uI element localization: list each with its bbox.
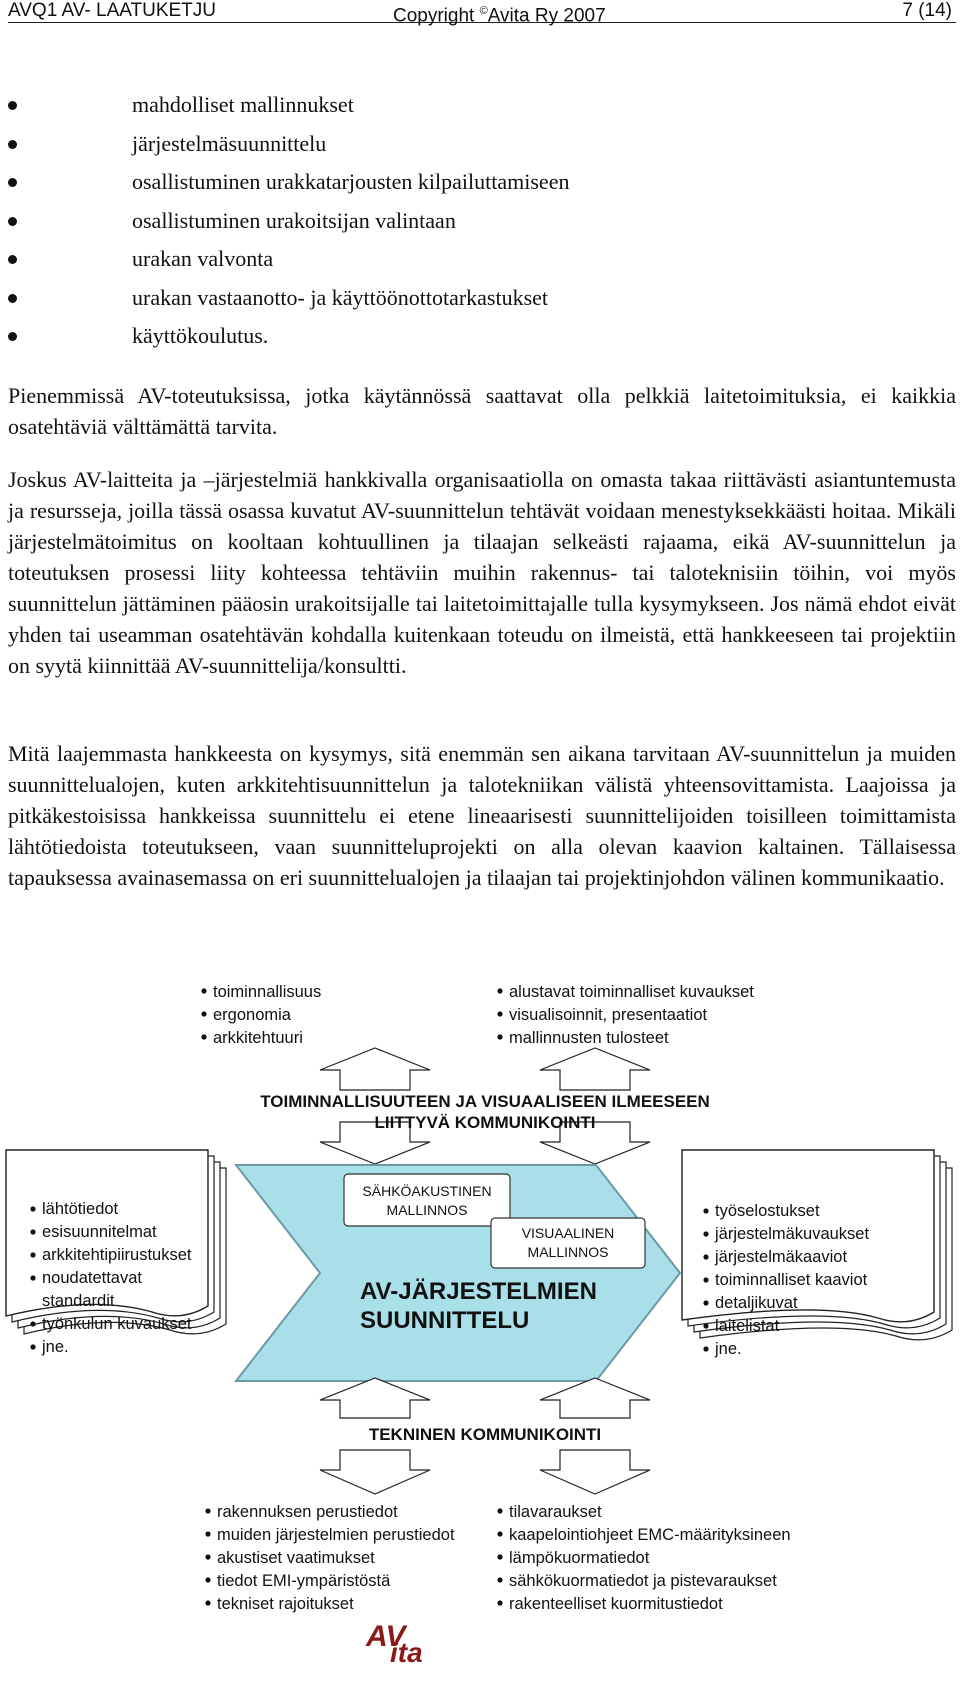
- list-item: järjestelmäkuvaukset: [715, 1225, 870, 1243]
- bullet-icon: [8, 332, 17, 341]
- copyright-notice: [393, 0, 606, 27]
- bullet-icon: [8, 140, 17, 149]
- bullet-icon: [8, 294, 17, 303]
- main-title-line1: AV-JÄRJESTELMIEN: [360, 1278, 597, 1305]
- paragraph-coordination: Mitä laajemmasta hankkeesta on kysymys, sitä enemmän sen aikana tarvitaan AV-suunnittelun ja muiden suunnittelualojen, kuten arkkitehtisuunnittelun ja talotekniikan välistä yhteensovittamista. Laajoissa ja pitkäkestoisissa hankkeissa suunnittelu ei etene lineaarisesti suunnittelijoiden toisilleen toimittamista lähtötiedoista toteutukseen, vaan suunnitteluprojekti on alla olevan kaavion kaltainen. Tällaisessa tapauksessa avainasemassa on eri suunnittelualojen ja tilaajan tai projektinjohdon välinen kommunikaatio.: [8, 741, 956, 890]
- copyright-holder: Avita Ry 2007: [487, 5, 606, 27]
- list-item: esisuunnitelmat: [42, 1223, 157, 1241]
- list-item: rakennuksen perustiedot: [217, 1503, 398, 1521]
- box-label-line2: MALLINNOS: [386, 1202, 468, 1218]
- paragraph-in-house-expertise: Joskus AV-laitteita ja –järjestelmiä hankkivalla organisaatiolla on omasta takaa riittävästi asiantuntemusta ja resursseja, joilla tässä osassa kuvatut AV-suunnittelun tehtävät voidaan menestyksekkäästi hoitaa. Mikäli järjestelmätoimitus on kooltaan kohtuullinen ja tilaajan selkeästi rajaama, eikä AV-suunnittelun ja toteutuksen prosessi liity kohteessa tehtäviin muihin rakennus- tai taloteknisiin töihin, voi myös suunnittelun jättäminen pääosin urakoitsijalle tai laitetoimittajalle tulla kysymykseen. Jos nämä ehdot eivät yhden tai useamman osatehtävän kohdalla kuitenkaan toteudu on ilmeistä, että hankkeeseen tai projektiin on syytä kiinnittää AV-suunnittelija/konsultti.: [8, 467, 956, 678]
- box-label-line1: SÄHKÖAKUSTINEN: [362, 1183, 492, 1199]
- list-item: jne.: [715, 1340, 742, 1358]
- bullet-icon: [497, 988, 502, 993]
- bullet-icon: [8, 217, 17, 226]
- main-title-line2: SUUNNITTELU: [360, 1307, 530, 1334]
- list-item-text: urakan vastaanotto- ja käyttöönottotarkastukset: [132, 284, 549, 310]
- list-item: [8, 86, 569, 125]
- page-number: 7 (14): [902, 0, 952, 21]
- bullet-icon: [8, 255, 17, 264]
- list-item-text: käyttökoulutus.: [132, 323, 269, 348]
- list-item: [8, 125, 569, 164]
- list-item: toiminnallisuus: [213, 983, 322, 1001]
- paragraph-small-deliveries: Pienemmissä AV-toteutuksissa, jotka käytännössä saattavat olla pelkkiä laitetoimituksia, ei kaikkia osatehtäviä välttämättä tarvita.: [8, 383, 956, 439]
- logo-av: AV: [366, 1620, 406, 1653]
- list-item: tiedot EMI-ympäristöstä: [217, 1572, 391, 1590]
- list-item: työnkulun kuvaukset: [42, 1315, 192, 1333]
- list-item: [8, 240, 569, 279]
- list-item: lämpökuormatiedot: [509, 1549, 650, 1567]
- list-item: arkkitehtipiirustukset: [42, 1246, 192, 1264]
- bullet-icon: [8, 101, 17, 110]
- list-item: laitelistat: [715, 1317, 780, 1335]
- list-item: detaljikuvat: [715, 1294, 798, 1312]
- list-item: alustavat toiminnalliset kuvaukset: [509, 983, 754, 1001]
- list-item: toiminnalliset kaaviot: [715, 1271, 868, 1289]
- copyright-prefix: Copyright: [393, 5, 480, 27]
- list-item: [8, 163, 569, 202]
- visual-model-box: [491, 1218, 645, 1268]
- list-item-text: urakan valvonta: [132, 246, 274, 271]
- list-item: tilavaraukset: [509, 1503, 602, 1521]
- electroacoustic-model-box: [344, 1174, 510, 1226]
- list-item-text: mahdolliset mallinnukset: [132, 92, 354, 117]
- list-item: kaapelointiohjeet EMC-määrityksineen: [509, 1526, 791, 1544]
- list-item-text: järjestelmäsuunnittelu: [132, 130, 327, 156]
- list-item: tekniset rajoitukset: [217, 1595, 354, 1613]
- list-item: rakenteelliset kuormitustiedot: [509, 1595, 723, 1613]
- copyright-symbol: ©: [479, 5, 488, 17]
- list-item: järjestelmäkaaviot: [715, 1248, 848, 1266]
- right-document-list: [703, 1202, 869, 1358]
- list-item: työselostukset: [715, 1202, 820, 1220]
- box-label-line2: MALLINNOS: [527, 1244, 609, 1260]
- bullet-icon: [497, 1034, 502, 1039]
- down-arrow-left-icon: [320, 1450, 430, 1494]
- bottom-left-list: [205, 1503, 455, 1613]
- list-item: mallinnusten tulosteet: [509, 1029, 669, 1047]
- list-item: visualisoinnit, presentaatiot: [509, 1006, 708, 1024]
- technical-communication-title: TEKNINEN KOMMUNIKOINTI: [368, 1425, 602, 1444]
- list-item-text: osallistuminen urakkatarjousten kilpailuttamiseen: [132, 169, 570, 194]
- avita-logo: [365, 1620, 423, 1668]
- top-right-list: [497, 983, 754, 1047]
- task-bullet-list: [8, 86, 569, 356]
- list-item: ergonomia: [213, 1006, 291, 1024]
- list-item-text: osallistuminen urakoitsijan valintaan: [132, 207, 456, 233]
- down-arrow-right-icon: [540, 1450, 650, 1494]
- list-item: lähtötiedot: [42, 1200, 119, 1218]
- list-item-continuation: standardit: [42, 1292, 115, 1310]
- list-item: [8, 317, 569, 356]
- document-title: AVQ1 AV- LAATUKETJU: [8, 0, 217, 21]
- list-item: [8, 279, 569, 318]
- box-label-line1: VISUAALINEN: [521, 1225, 615, 1241]
- list-item: noudatettavat: [42, 1269, 142, 1287]
- up-arrow-left-icon: [320, 1048, 430, 1090]
- bullet-icon: [201, 1011, 206, 1016]
- bullet-icon: [8, 178, 17, 187]
- top-communication-title-line1: TOIMINNALLISUUTEEN JA VISUAALISEEN ILMEESEEN: [260, 1092, 710, 1111]
- communication-diagram: [0, 968, 960, 1668]
- top-left-list: [201, 983, 321, 1047]
- page-header: [8, 0, 956, 27]
- list-item: arkkitehtuuri: [213, 1029, 303, 1047]
- logo-ita: ita: [390, 1637, 423, 1668]
- list-item: akustiset vaatimukset: [217, 1549, 375, 1567]
- top-communication-title-line2: LIITTYVÄ KOMMUNIKOINTI: [374, 1113, 596, 1132]
- bullet-icon: [201, 988, 206, 993]
- bottom-right-list: [497, 1503, 790, 1613]
- left-document-stack: [6, 1150, 226, 1334]
- list-item: muiden järjestelmien perustiedot: [217, 1526, 455, 1544]
- list-item: [8, 202, 569, 241]
- list-item: jne.: [42, 1338, 69, 1356]
- list-item: sähkökuormatiedot ja pistevaraukset: [509, 1572, 777, 1590]
- up-arrow-right-icon: [540, 1378, 650, 1418]
- bullet-icon: [201, 1034, 206, 1039]
- up-arrow-left-icon: [320, 1378, 430, 1418]
- bullet-icon: [497, 1011, 502, 1016]
- up-arrow-right-icon: [540, 1048, 650, 1090]
